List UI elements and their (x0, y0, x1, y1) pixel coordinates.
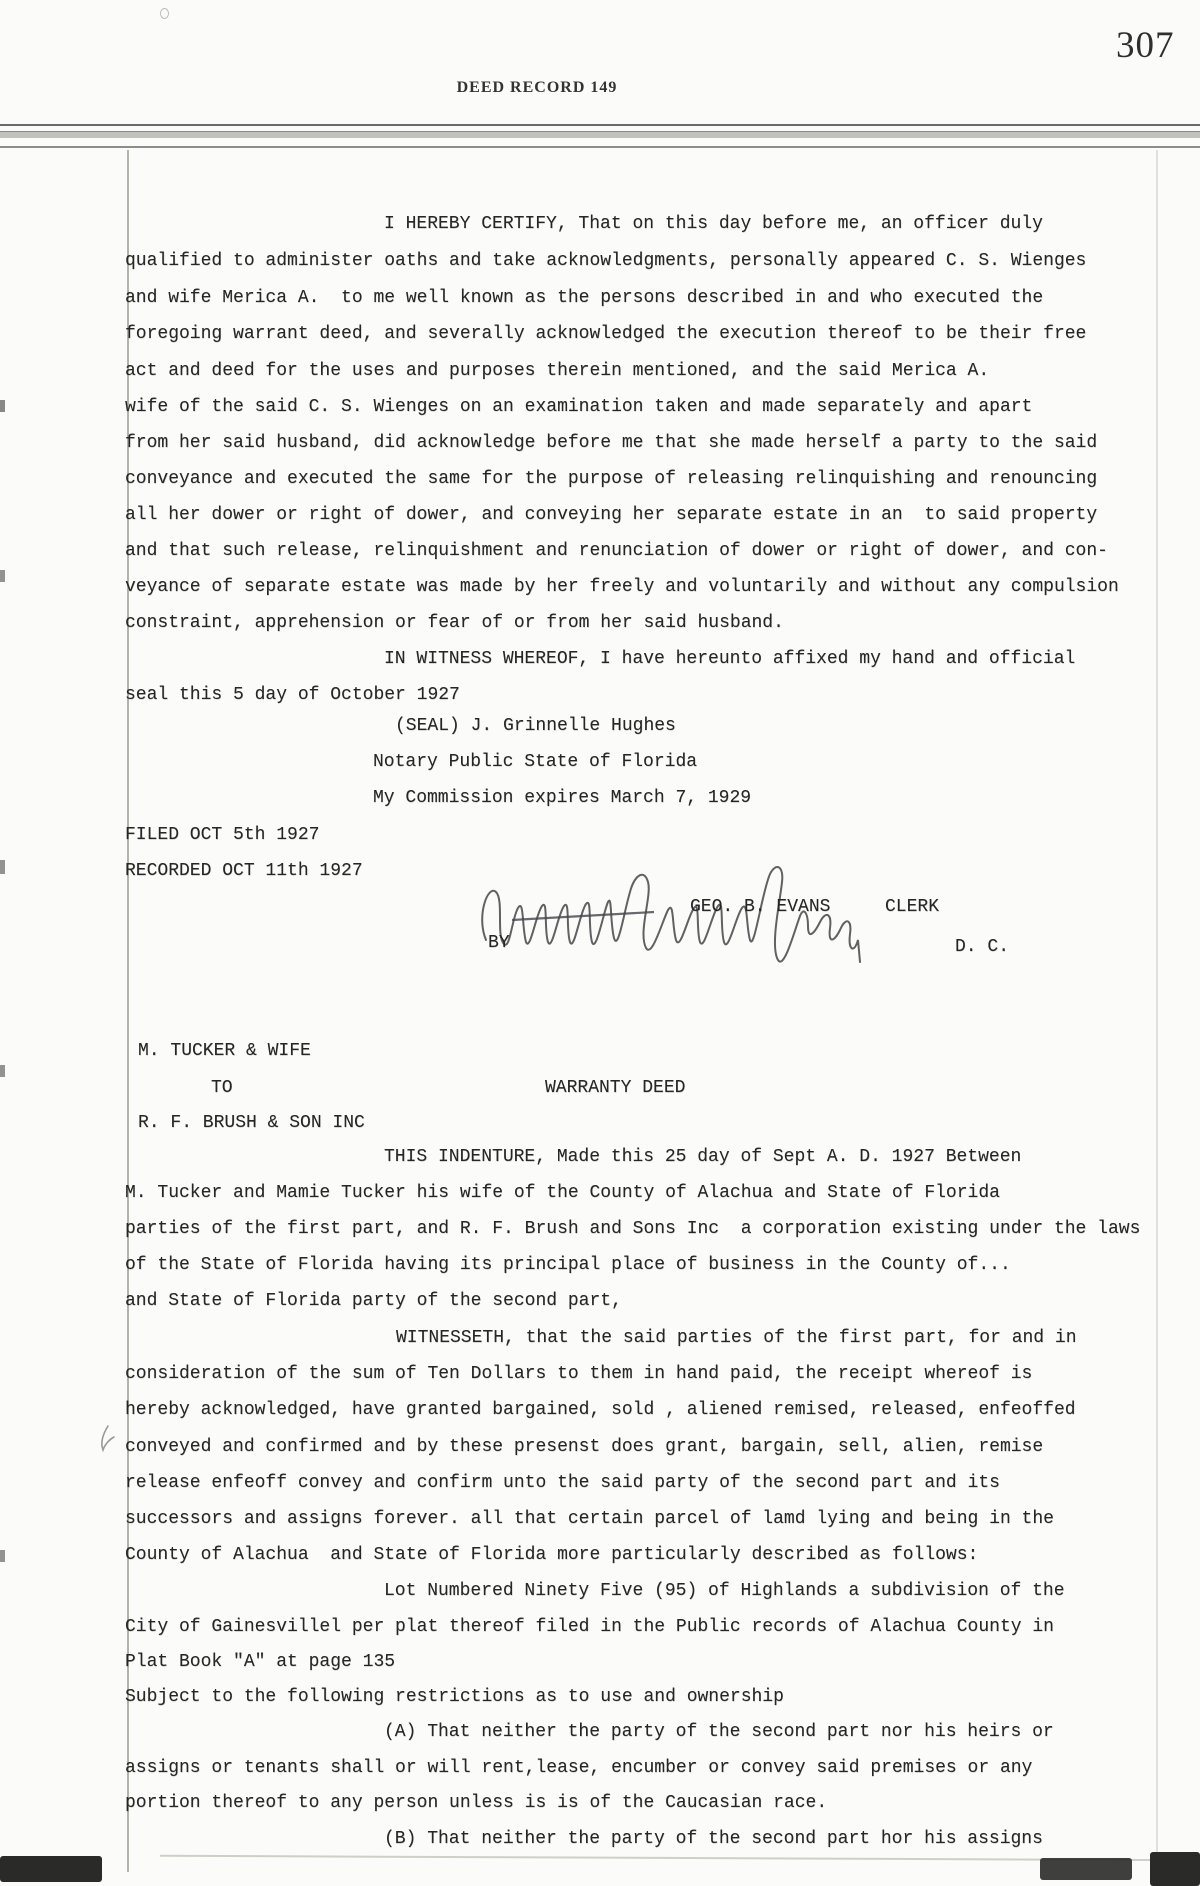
deed-grantor: M. TUCKER & WIFE (138, 1041, 311, 1061)
ledger-rule-top (0, 124, 1200, 126)
deed-line: conveyed and confirmed and by these presenst does grant, bargain, sell, alien, remise (125, 1437, 1044, 1457)
deed-line: release enfeoff convey and confirm unto the said party of the second part and its (125, 1473, 1000, 1493)
deed-line: consideration of the sum of Ten Dollars to them in hand paid, the receipt whereof is (125, 1364, 1033, 1384)
certificate-line: and that such release, relinquishment and renunciation of dower or right of dower, and con- (125, 541, 1108, 561)
margin-rule-right (1156, 150, 1158, 1872)
deed-line: M. Tucker and Mamie Tucker his wife of the County of Alachua and State of Florida (125, 1183, 1000, 1203)
deed-line: (A) That neither the party of the second part nor his heirs or (384, 1722, 1054, 1742)
page-number: 307 (1116, 25, 1175, 66)
deed-line: of the State of Florida having its principal place of business in the County of... (125, 1255, 1011, 1275)
certificate-line: IN WITNESS WHEREOF, I have hereunto affixed my hand and official (384, 649, 1076, 669)
deed-line: and State of Florida party of the second part, (125, 1291, 622, 1311)
deed-line: Plat Book "A" at page 135 (125, 1652, 396, 1672)
scan-edge-blob (1150, 1852, 1200, 1886)
notary-seal-line: (SEAL) J. Grinnelle Hughes (395, 716, 676, 736)
notary-title-line: Notary Public State of Florida (373, 752, 698, 772)
clerk-signature-scrawl (478, 862, 878, 980)
certificate-line: foregoing warrant deed, and severally acknowledged the execution thereof to be their free (125, 324, 1087, 344)
margin-checkmark (94, 1424, 124, 1458)
deed-line: Subject to the following restrictions as to use and ownership (125, 1687, 784, 1707)
ledger-rule-bottom (0, 146, 1200, 148)
certificate-line: qualified to administer oaths and take acknowledgments, personally appeared C. S. Wienges (125, 251, 1087, 271)
clerk-by-label: BY (488, 933, 510, 953)
certificate-line: conveyance and executed the same for the purpose of releasing relinquishing and renouncing (125, 469, 1098, 489)
deed-line: hereby acknowledged, have granted bargained, sold , aliened remised, released, enfeoffed (125, 1400, 1076, 1420)
certificate-line: seal this 5 day of October 1927 (125, 685, 460, 705)
record-book-header: DEED RECORD 149 (456, 79, 618, 96)
scan-artifact (0, 1550, 5, 1562)
certificate-line: veyance of separate estate was made by her freely and voluntarily and without any compulsion (125, 577, 1119, 597)
scan-artifact (0, 570, 5, 582)
scan-edge-blob (0, 1856, 102, 1882)
deed-grantee: R. F. BRUSH & SON INC (138, 1113, 365, 1133)
scan-speck (160, 8, 169, 19)
certificate-line: wife of the said C. S. Wienges on an examination taken and made separately and apart (125, 397, 1033, 417)
certificate-line: act and deed for the uses and purposes therein mentioned, and the said Merica A. (125, 361, 990, 381)
deed-title: WARRANTY DEED (545, 1078, 686, 1098)
deed-line: successors and assigns forever. all that certain parcel of lamd lying and being in the (125, 1509, 1054, 1529)
clerk-title: CLERK (885, 897, 940, 917)
scan-artifact (0, 860, 5, 874)
deed-line: parties of the first part, and R. F. Brush and Sons Inc a corporation existing under the laws (125, 1219, 1141, 1239)
certificate-line: from her said husband, did acknowledge before me that she made herself a party to the said (125, 433, 1098, 453)
clerk-deputy-initials: D. C. (955, 937, 1010, 957)
deed-line: (B) That neither the party of the second part hor his assigns (384, 1829, 1043, 1849)
deed-line: WITNESSETH, that the said parties of the first part, for and in (396, 1328, 1077, 1348)
deed-line: Lot Numbered Ninety Five (95) of Highlands a subdivision of the (384, 1581, 1065, 1601)
scan-edge-blob (1040, 1858, 1132, 1880)
certificate-line: and wife Merica A. to me well known as the persons described in and who executed the (125, 288, 1044, 308)
certificate-line: constraint, apprehension or fear of or from her said husband. (125, 613, 784, 633)
scan-artifact (0, 1065, 5, 1077)
deed-line: assigns or tenants shall or will rent,lease, encumber or convey said premises or any (125, 1758, 1033, 1778)
deed-to-label: TO (211, 1078, 233, 1098)
clerk-name: GEO. B. EVANS (690, 897, 831, 917)
deed-line: City of Gainesvillel per plat thereof filed in the Public records of Alachua County in (125, 1617, 1054, 1637)
scan-artifact (0, 400, 5, 412)
deed-line: County of Alachua and State of Florida more particularly described as follows: (125, 1545, 979, 1565)
ledger-rule-band (0, 131, 1200, 138)
filed-date: FILED OCT 5th 1927 (125, 825, 320, 845)
certificate-line: I HEREBY CERTIFY, That on this day before me, an officer duly (384, 214, 1043, 234)
deed-line: portion thereof to any person unless is is of the Caucasian race. (125, 1793, 828, 1813)
notary-commission-line: My Commission expires March 7, 1929 (373, 788, 752, 808)
recorded-date: RECORDED OCT 11th 1927 (125, 861, 363, 881)
deed-line: THIS INDENTURE, Made this 25 day of Sept A. D. 1927 Between (384, 1147, 1022, 1167)
certificate-line: all her dower or right of dower, and conveying her separate estate in an to said property (125, 505, 1098, 525)
